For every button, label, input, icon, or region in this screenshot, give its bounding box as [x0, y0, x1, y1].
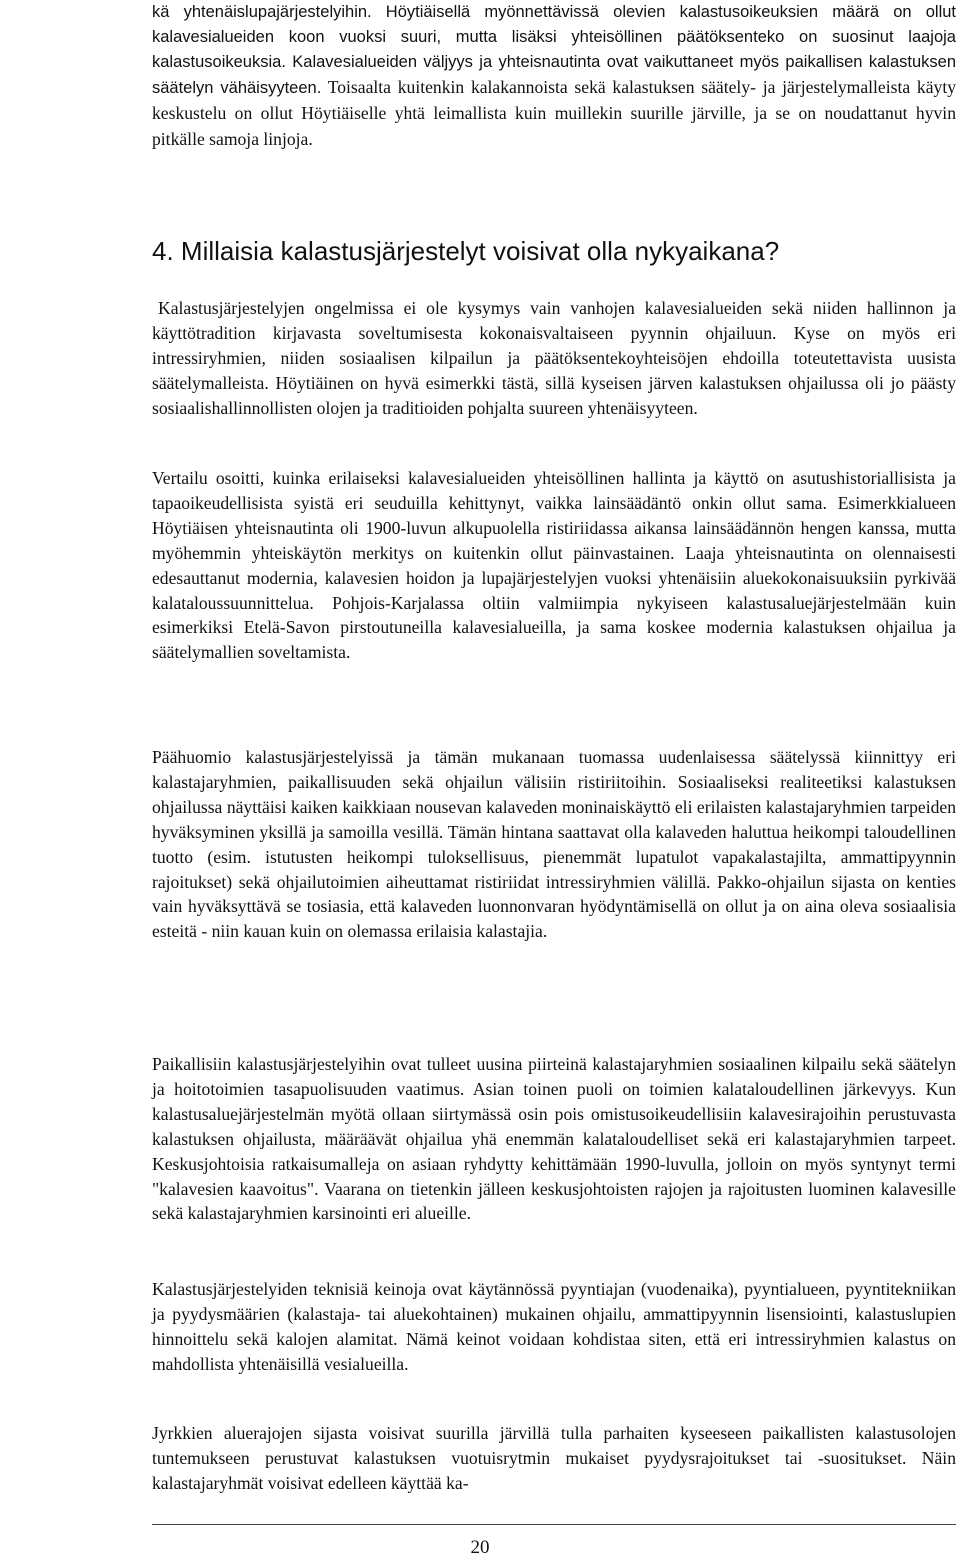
page-number: 20 [470, 1537, 490, 1558]
section-heading: 4. Millaisia kalastusjärjestelyt voisivat olla nykyaikana? [152, 236, 780, 266]
continuation-text-sans: kä yhtenäislupajärjestelyihin. Höytiäisellä myönnettävissä olevien kalastusoikeuksien määrä on ollut kalavesialueiden koon vuoksi suuri, mutta lisäksi yhteisöllinen päätöksenteko on suosinut laajoja kalastusoikeuksia. Kalavesialueiden väljyys ja yhteisnautinta ovat vaikuttaneet myös paikallisen kalastuksen säätelyn vähäisyyteen. [152, 3, 956, 97]
body-paragraph: Päähuomio kalastusjärjestelyissä ja tämän mukanaan tuomassa uudenlaisessa säätelyssä kiinnittyy eri kalastajaryhmien, paikallisuuden sekä ohjailun välisiin ristiriitoihin. Sosiaaliseksi realiteetiksi kalastuksen ohjailussa näyttäisi kaiken kaikkiaan nousevan kalaveden moninaiskäyttö eli erilaisten kalastajaryhmien tarpeiden hyväksyminen yksillä ja samoilla vesillä. Tämän hintana saattavat olla kalaveden haluttua heikompi taloudellinen tuotto (esim. istutusten heikompi tuloksellisuus, pienemmät lupatulot vapakalastajilta, ammattipyynnin rajoitukset) sekä ohjailutoimien aiheuttamat ristiriidat intressiryhmien välillä. Pakko-ohjailun sijasta on kenties vain hyväksyttävä se tosiasia, että kalaveden luonnonvaran hyödyntämisellä on ollut ja on aina oleva sosiaalisia esteitä - niin kauan kuin on olemassa erilaisia kalastajia. [152, 747, 956, 942]
body-paragraph: Jyrkkien aluerajojen sijasta voisivat suurilla järvillä tulla parhaiten kyseeseen paikallisten kalastusolojen tuntemukseen perustuvat kalastuksen vuotuisrytmin mukaiset pyydysrajoitukset tai -suositukset. Näin kalastajaryhmät voisivat edelleen käyttää ka- [152, 1423, 956, 1493]
body-paragraph: Kalastusjärjestelyiden teknisiä keinoja ovat käytännössä pyyntiajan (vuodenaika), pyyntialueen, pyyntitekniikan ja pyydysmäärien (kalastaja- tai aluekohtainen) mukainen ohjailu, ammattipyynnin lisensiointi, kalastuslupien hinnoittelu sekä kalojen alamitat. Nämä keinot voidaan kohdistaa siten, että eri intressiryhmien kalastus on mahdollista yhtenäisillä vesialueilla. [152, 1279, 956, 1374]
body-paragraph: Vertailu osoitti, kuinka erilaiseksi kalavesialueiden yhteisöllinen hallinta ja käyttö on asutushistoriallisista ja tapaoikeudellisista syistä eri seuduilla kehittynyt, vaikka lainsäädäntö onkin ollut sama. Esimerkkialueen Höytiäisen yhteisnautinta oli 1900-luvun alkupuolella ristiriidassa aikansa lainsäädännön hengen kanssa, mutta myöhemmin yhteiskäytön merkitys on kuitenkin ollut päinvastainen. Laaja yhteisnautinta on olennaisesti edesauttanut modernia, kalavesien hoidon ja lupajärjestelyjen vuoksi yhtenäisiin aluekokonaisuuksiin pyrkivää kalataloussuunnittelua. Pohjois-Karjalassa oltiin valmiimpia nykyiseen kalastusaluejärjestelmään kuin esimerkiksi Etelä-Savon pirstoutuneilla kalavesialueilla, ja sama koskee modernia kalastuksen ohjailua ja säätelymallien soveltamista. [152, 468, 956, 663]
footer-divider [152, 1524, 956, 1525]
body-paragraph: Kalastusjärjestelyjen ongelmissa ei ole kysymys vain vanhojen kalavesialueiden sekä niiden hallinnon ja käyttötradition kirjavasta soveltumisesta kokonaisvaltaiseen pyynnin ohjailuun. Kyse on myös eri intressiryhmien, niiden sosiaalisen kilpailun ja päätöksentekoyhteisöjen ehdoilla toteutettavista uusista säätelymalleista. Höytiäinen on hyvä esimerkki tästä, sillä kyseisen järven kalastuksen ohjailussa oli jo päästy sosiaalishallinnollisten olojen ja traditioiden pohjalta suureen yhtenäisyyteen. [152, 298, 956, 418]
continuation-paragraph [152, 0, 956, 152]
continuation-text-serif: Toisaalta kuitenkin kalakannoista sekä kalastuksen säätely- ja järjestelymalleista käyty keskustelu on ollut Höytiäiselle yhtä leimallista kuin muillekin suurille järville, ja se on noudattanut hyvin pitkälle samoja linjoja. [152, 76, 956, 149]
body-paragraph: Paikallisiin kalastusjärjestelyihin ovat tulleet uusina piirteinä kalastajaryhmien sosiaalinen kilpailu sekä säätelyn ja hoitotoimien tasapuolisuuden vaatimus. Asian toinen puoli on toimien kalataloudellinen järkevyys. Kun kalastusaluejärjestelmän myötä ollaan siirtymässä osin pois omistusoikeudellisiin kalavesirajoihin perustuvasta kalastuksen ohjailusta, määräävät ohjailua yhä enemmän kalataloudelliset sekä eri kalastajaryhmien tarpeet. Keskusjohtoisia ratkaisumalleja on asiaan ryhdytty kehittämään 1990-luvulla, jolloin on myös syntynyt termi "kalavesien kaavoitus". Vaarana on tietenkin jälleen keskusjohtoisten rajojen ja rajoitusten luominen kalavesille sekä kalastajaryhmien karsinointi eri alueille. [152, 1054, 956, 1224]
